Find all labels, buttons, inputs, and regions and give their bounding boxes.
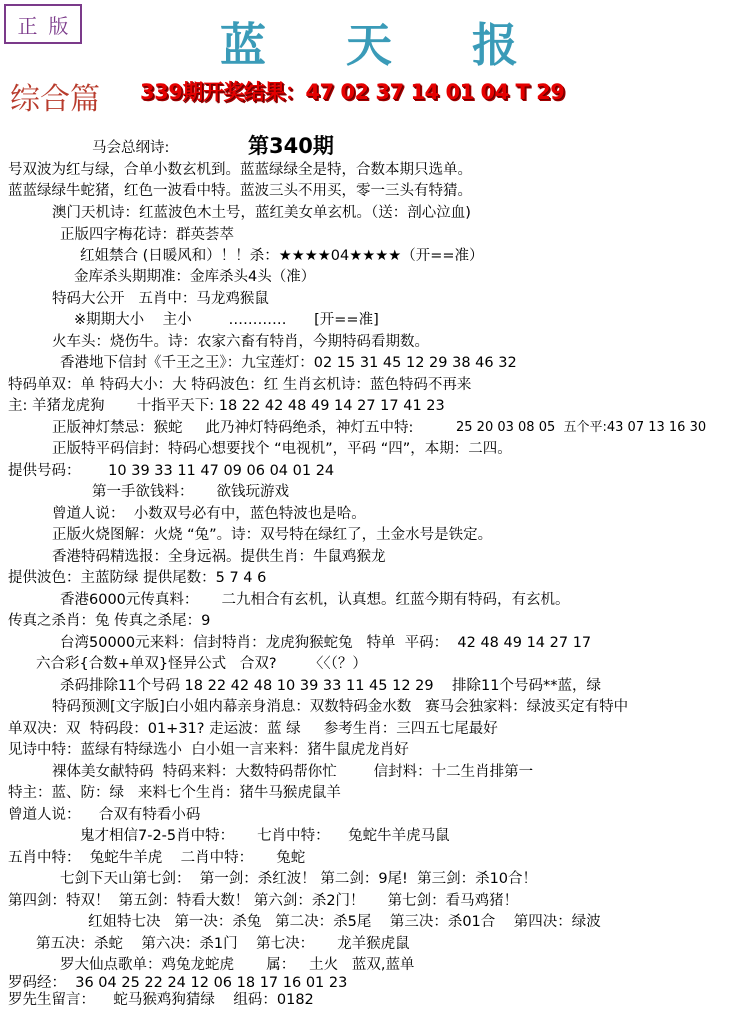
text-line: 香港地下信封《千王之王》：九宝莲灯：02 15 31 45 12 29 38 46 32 (60, 355, 517, 371)
text-line: 25 20 03 08 05 五个平:43 07 13 16 30 (456, 420, 707, 435)
stamp-char-1: 正 (17, 13, 38, 38)
text-line: 单双决：双 特码段：01+31? 走运波：蓝 绿 参考生肖：三四五七尾最好 (8, 721, 498, 737)
text-line: 正版火烧图解：火烧 “兔”。诗：双号特在绿红了，土金水号是铁定。 (52, 527, 493, 543)
masthead-title (220, 12, 520, 72)
text-line: 传真之杀肖：兔 传真之杀尾：9 (8, 613, 211, 629)
text-line: 鬼才相信7-2-5肖中特： 七肖中特： 兔蛇牛羊虎马鼠 (80, 828, 450, 844)
section-title: 综合篇 (10, 82, 100, 117)
text-line: 号双波为红与绿，合单小数玄机到。蓝蓝绿绿全是特，合数本期只选单。 (8, 162, 472, 178)
draw-result-line: 339期开奖结果：47 02 37 14 01 04 T 29 (140, 80, 565, 104)
text-line: 罗先生留言： 蛇马猴鸡狗猜绿 组码：0182 (8, 992, 314, 1008)
stamp-char-2: 版 (48, 13, 69, 38)
text-line: 主: 羊猪龙虎狗 十指平天下: 18 22 42 48 49 14 27 17 41 23 (8, 398, 445, 414)
masthead-char-3: 报 (472, 18, 520, 72)
text-line: 红姐特七决 第一决：杀兔 第二决：杀5尾 第三决：杀01合 第四决：绿波 (88, 914, 601, 930)
text-line: 曾道人说： 合双有特看小码 (8, 807, 201, 823)
issue-title: 第340期 (248, 134, 334, 158)
text-line: 第一手欲钱料： 欲钱玩游戏 (92, 484, 290, 500)
text-line: 蓝蓝绿绿牛蛇猪，红色一波看中特。蓝波三头不用买，零一三头有特猜。 (8, 183, 472, 199)
text-line: 火车头：烧伤牛。诗：农家六畜有特肖，今期特码看期数。 (52, 334, 429, 350)
genuine-edition-stamp (4, 4, 82, 44)
text-line: 正版特平码信封：特码心想要找个 “电视机”，平码 “四”，本期：二四。 (52, 441, 512, 457)
text-line: 七剑下天山第七剑： 第一剑：杀红波！ 第二剑：9尾! 第三剑：杀10合！ (60, 871, 538, 887)
text-line: 五肖中特： 兔蛇牛羊虎 二肖中特： 兔蛇 (8, 850, 306, 866)
text-line: 杀码排除11个号码 18 22 42 48 10 39 33 11 45 12 29 排除11个号码**蓝，绿 (60, 678, 601, 694)
text-line: 香港6000元传真料： 二九相合有玄机，认真想。红蓝今期有特码，有玄机。 (60, 592, 570, 608)
text-line: 提供号码： 10 39 33 11 47 09 06 04 01 24 (8, 463, 335, 479)
text-line: 澳门天机诗：红蓝波色木土号，蓝红美女单玄机。（送：剖心泣血) (52, 205, 471, 221)
text-line: 罗大仙点歌单：鸡兔龙蛇虎 属： 土火 蓝双,蓝单 (60, 957, 415, 973)
text-line: 特主：蓝、防：绿 来料七个生肖：猪牛马猴虎鼠羊 (8, 785, 341, 801)
masthead-char-2: 天 (346, 18, 394, 72)
text-line: 裸体美女献特码 特码来料：大数特码帮你忙 信封料：十二生肖排第一 (52, 764, 534, 780)
text-line: 六合彩{合数+单双}怪异公式 合双? 〈〈（？） (36, 656, 367, 672)
text-line: 罗码经： 36 04 25 22 24 12 06 18 17 16 01 23 (8, 975, 348, 991)
text-line: 特码预测[文字版]白小姐内幕亲身消息：双数特码金水数 赛马会独家料：绿波买定有特中 (52, 699, 629, 715)
text-line: 正版四字梅花诗：群英荟萃 (60, 227, 234, 243)
text-line: 正版神灯禁忌：猴蛇 此乃神灯特码绝杀，神灯五中特: (52, 420, 414, 436)
text-line: 特码单双：单 特码大小：大 特码波色：红 生肖玄机诗：蓝色特码不再来 (8, 377, 472, 393)
text-line: 红姐禁合 (日暖风和）！！杀：★★★★04★★★★（开==准） (80, 248, 484, 264)
text-line: 提供波色：主蓝防绿 提供尾数：5 7 4 6 (8, 570, 267, 586)
text-line: 见诗中特：蓝绿有特绿选小 白小姐一言来料：猪牛鼠虎龙肖好 (8, 742, 409, 758)
text-line: 台湾50000元来料：信封特肖：龙虎狗猴蛇兔 特单 平码： 42 48 49 14 27 17 (60, 635, 592, 651)
text-line: ※期期大小 主小 ………… [开==准] (74, 312, 379, 328)
text-line: 特码大公开 五肖中：马龙鸡猴鼠 (52, 291, 269, 307)
masthead-char-1: 蓝 (220, 18, 268, 72)
text-line: 第五决：杀蛇 第六决：杀1门 第七决： 龙羊猴虎鼠 (36, 936, 410, 952)
text-line: 第四剑：特双！ 第五剑：特看大数！ 第六剑：杀2门！ 第七剑：看马鸡猪！ (8, 893, 519, 909)
text-line: 曾道人说： 小数双号必有中，蓝色特波也是哈。 (52, 506, 366, 522)
text-line: 马会总纲诗: (92, 140, 170, 156)
text-line: 金库杀头期期准：金库杀头4头（准） (74, 269, 316, 285)
text-line: 香港特码精选报：全身远祸。提供生肖：牛鼠鸡猴龙 (52, 549, 386, 565)
